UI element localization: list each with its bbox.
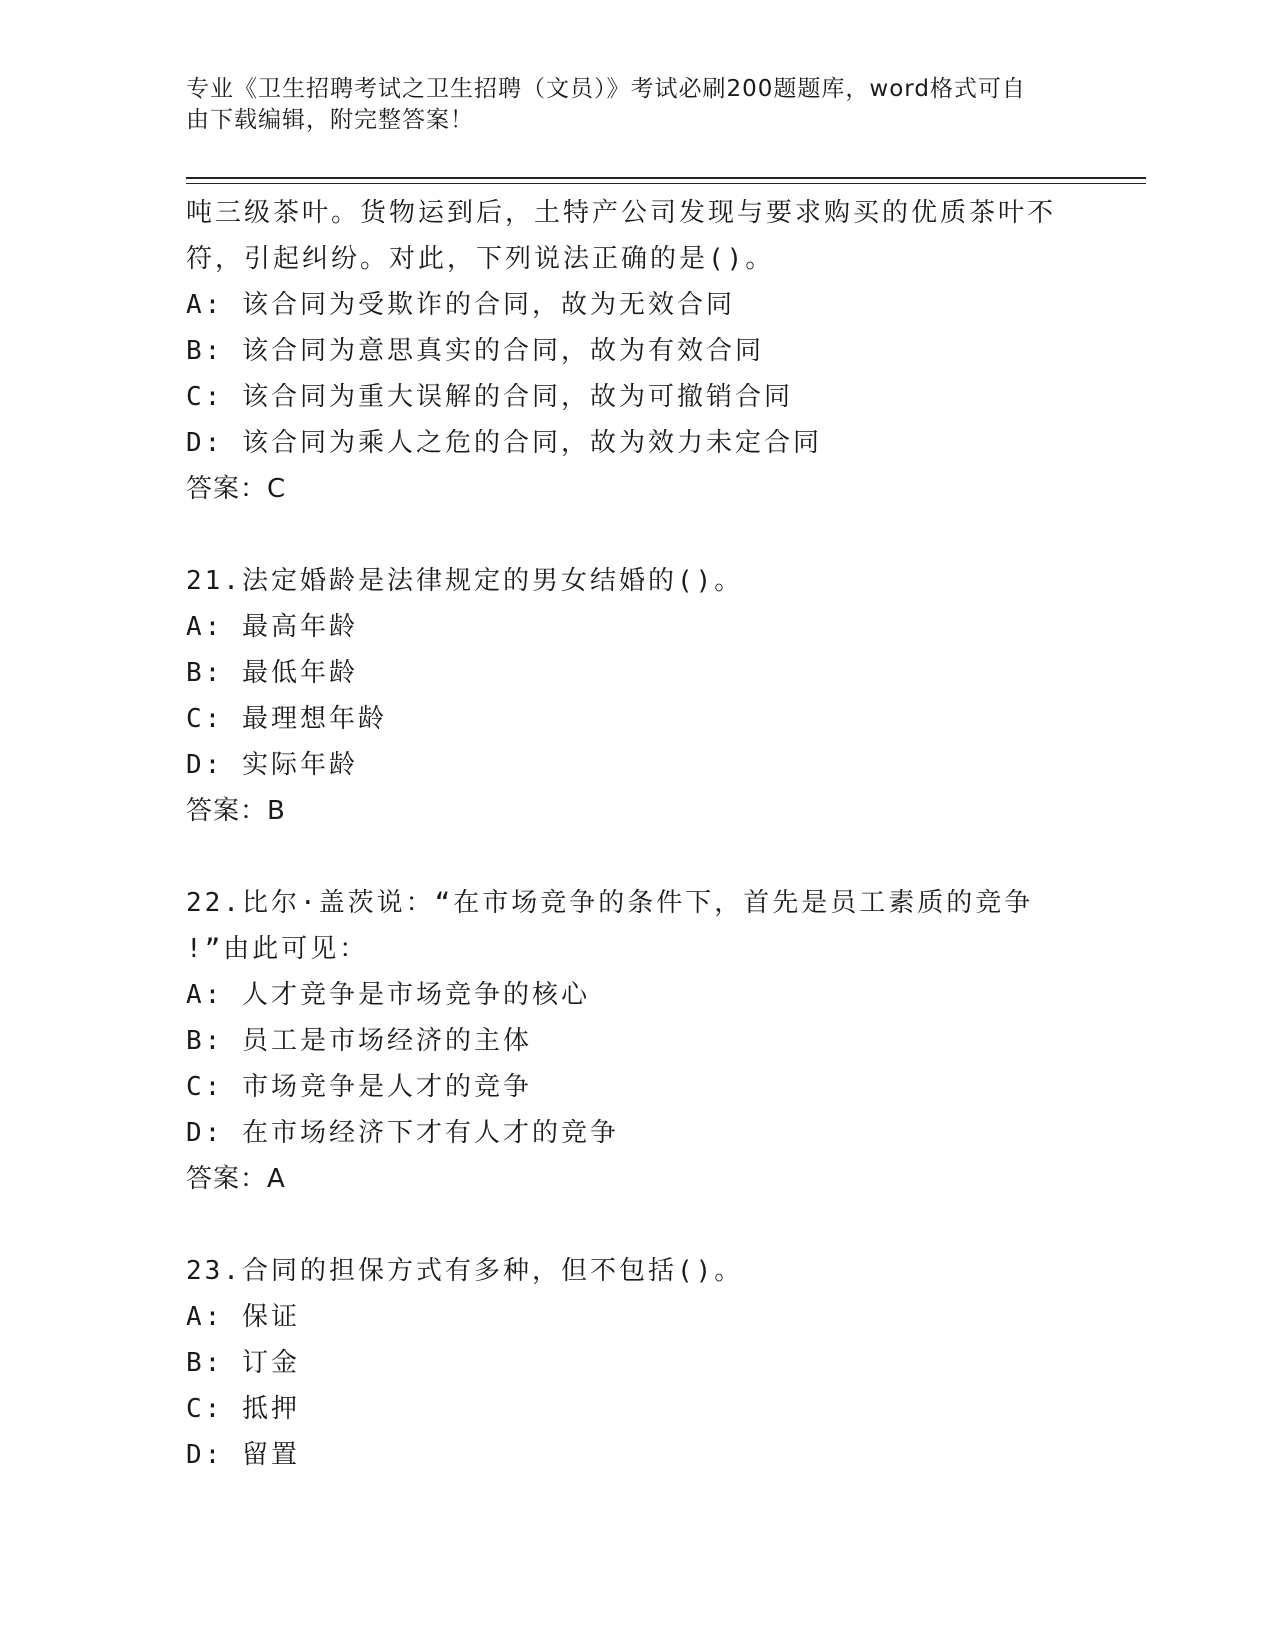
question-stem-line: !”由此可见： bbox=[186, 934, 369, 964]
question-stem: 23.合同的担保方式有多种，但不包括()。 bbox=[186, 1256, 744, 1286]
question-stem-line: 符，引起纠纷。对此，下列说法正确的是()。 bbox=[186, 244, 775, 274]
option-a: A: 保证 bbox=[186, 1302, 300, 1332]
option-d: D: 留置 bbox=[186, 1440, 300, 1470]
option-b: B: 该合同为意思真实的合同，故为有效合同 bbox=[186, 336, 764, 366]
option-d: D: 在市场经济下才有人才的竞争 bbox=[186, 1118, 619, 1148]
question-22 bbox=[186, 880, 1066, 1202]
option-b: B: 订金 bbox=[186, 1348, 300, 1378]
option-c: C: 市场竞争是人才的竞争 bbox=[186, 1072, 532, 1102]
option-a: A: 最高年龄 bbox=[186, 612, 358, 642]
question-23 bbox=[186, 1248, 1066, 1478]
question-stem-line: 22.比尔·盖茨说：“在市场竞争的条件下，首先是员工素质的竞争 bbox=[186, 888, 1034, 918]
option-d: D: 该合同为乘人之危的合同，故为效力未定合同 bbox=[186, 428, 822, 458]
option-b: B: 最低年龄 bbox=[186, 658, 358, 688]
answer-line: 答案：C bbox=[186, 474, 287, 504]
option-c: C: 最理想年龄 bbox=[186, 704, 387, 734]
question-spacer bbox=[186, 834, 1066, 880]
answer-line: 答案：B bbox=[186, 796, 286, 826]
header-line-2: 由下载编辑，附完整答案！ bbox=[186, 107, 474, 133]
question-stem-line: 吨三级茶叶。货物运到后，土特产公司发现与要求购买的优质茶叶不 bbox=[186, 198, 1057, 228]
option-d: D: 实际年龄 bbox=[186, 750, 358, 780]
option-b: B: 员工是市场经济的主体 bbox=[186, 1026, 532, 1056]
question-21 bbox=[186, 558, 1066, 834]
question-20-continued bbox=[186, 190, 1066, 512]
header-divider-thick bbox=[186, 177, 1146, 179]
question-spacer bbox=[186, 1202, 1066, 1248]
option-c: C: 该合同为重大误解的合同，故为可撤销合同 bbox=[186, 382, 793, 412]
answer-line: 答案：A bbox=[186, 1164, 286, 1194]
header-line-1: 专业《卫生招聘考试之卫生招聘（文员）》考试必刷200题题库，word格式可自 bbox=[186, 76, 1026, 102]
header-divider-thin bbox=[186, 183, 1146, 184]
document-header bbox=[186, 74, 1066, 136]
option-a: A: 人才竞争是市场竞争的核心 bbox=[186, 980, 590, 1010]
question-list bbox=[186, 190, 1066, 1478]
option-c: C: 抵押 bbox=[186, 1394, 300, 1424]
option-a: A: 该合同为受欺诈的合同，故为无效合同 bbox=[186, 290, 735, 320]
question-spacer bbox=[186, 512, 1066, 558]
question-stem: 21.法定婚龄是法律规定的男女结婚的()。 bbox=[186, 566, 744, 596]
